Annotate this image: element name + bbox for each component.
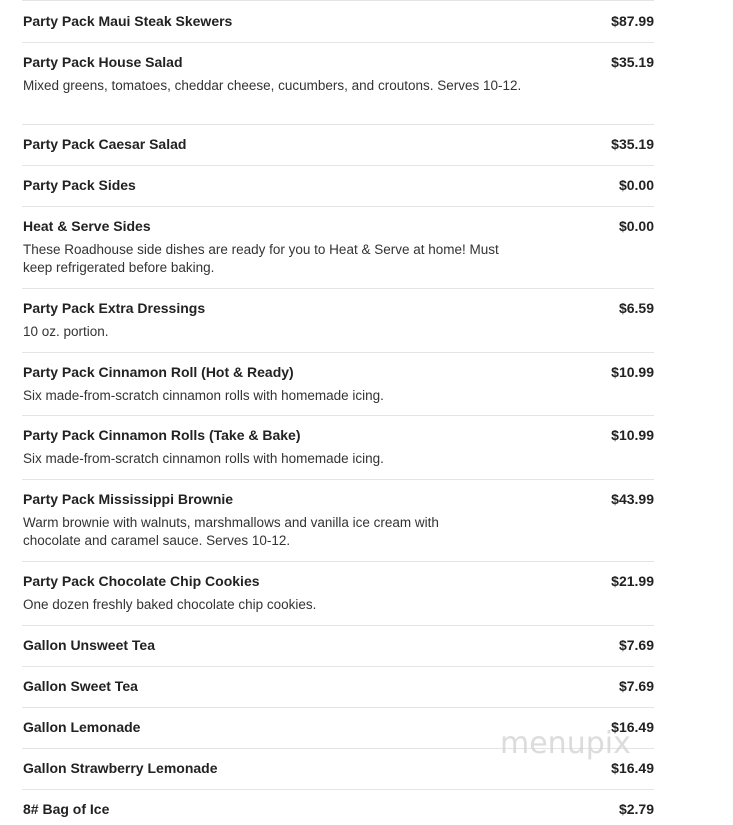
menu-item (22, 789, 654, 825)
menu-item (22, 561, 654, 625)
item-price: $7.69 (618, 637, 654, 653)
item-name: Gallon Sweet Tea (23, 678, 138, 694)
item-description: Six made-from-scratch cinnamon rolls with homemade icing. (23, 451, 384, 466)
item-price: $0.00 (618, 177, 654, 193)
menu-item (22, 206, 654, 288)
item-price: $7.69 (618, 678, 654, 694)
item-price: $10.99 (611, 364, 654, 380)
item-price: $43.99 (611, 491, 654, 507)
menu-item (22, 288, 654, 352)
item-price: $35.19 (611, 54, 654, 70)
item-name: Party Pack Maui Steak Skewers (23, 13, 233, 29)
item-description: Six made-from-scratch cinnamon rolls with homemade icing. (23, 388, 384, 403)
menu-item (22, 0, 654, 42)
menu-item (22, 165, 654, 206)
item-name: Heat & Serve Sides (23, 218, 151, 234)
menu-item (22, 415, 654, 479)
item-price: $2.79 (618, 801, 654, 817)
item-name: Party Pack Cinnamon Rolls (Take & Bake) (23, 427, 301, 443)
item-name: Party Pack Chocolate Chip Cookies (23, 573, 260, 589)
item-price: $10.99 (611, 427, 654, 443)
item-name: Gallon Strawberry Lemonade (23, 760, 218, 776)
item-name: Gallon Unsweet Tea (23, 637, 155, 653)
menu-item (22, 42, 654, 124)
item-name: Gallon Lemonade (23, 719, 141, 735)
watermark: menupix (500, 726, 631, 761)
item-price: $21.99 (611, 573, 654, 589)
item-description: One dozen freshly baked chocolate chip cookies. (23, 597, 317, 612)
item-description: Warm brownie with walnuts, marshmallows and vanilla ice cream with chocolate and caramel sauce. Serves 10-12. (23, 515, 439, 548)
item-price: $0.00 (618, 218, 654, 234)
item-description: 10 oz. portion. (23, 324, 109, 339)
item-price: $16.49 (611, 719, 654, 735)
item-name: 8# Bag of Ice (23, 801, 110, 817)
item-price: $6.59 (618, 300, 654, 316)
menu-item (22, 625, 654, 666)
item-description: These Roadhouse side dishes are ready for you to Heat & Serve at home! Must keep refrigerated before baking. (23, 242, 499, 275)
item-name: Party Pack House Salad (23, 54, 183, 70)
item-description: Mixed greens, tomatoes, cheddar cheese, cucumbers, and croutons. Serves 10-12. (23, 78, 522, 93)
item-price: $87.99 (611, 13, 654, 29)
item-price: $35.19 (611, 136, 654, 152)
item-name: Party Pack Extra Dressings (23, 300, 206, 316)
item-name: Party Pack Cinnamon Roll (Hot & Ready) (23, 364, 294, 380)
menu-item (22, 352, 654, 415)
item-name: Party Pack Mississippi Brownie (23, 491, 234, 507)
menu-item (22, 479, 654, 561)
item-name: Party Pack Caesar Salad (23, 136, 187, 152)
item-price: $16.49 (611, 760, 654, 776)
menu-item (22, 666, 654, 707)
item-name: Party Pack Sides (23, 177, 136, 193)
menu-item (22, 124, 654, 165)
